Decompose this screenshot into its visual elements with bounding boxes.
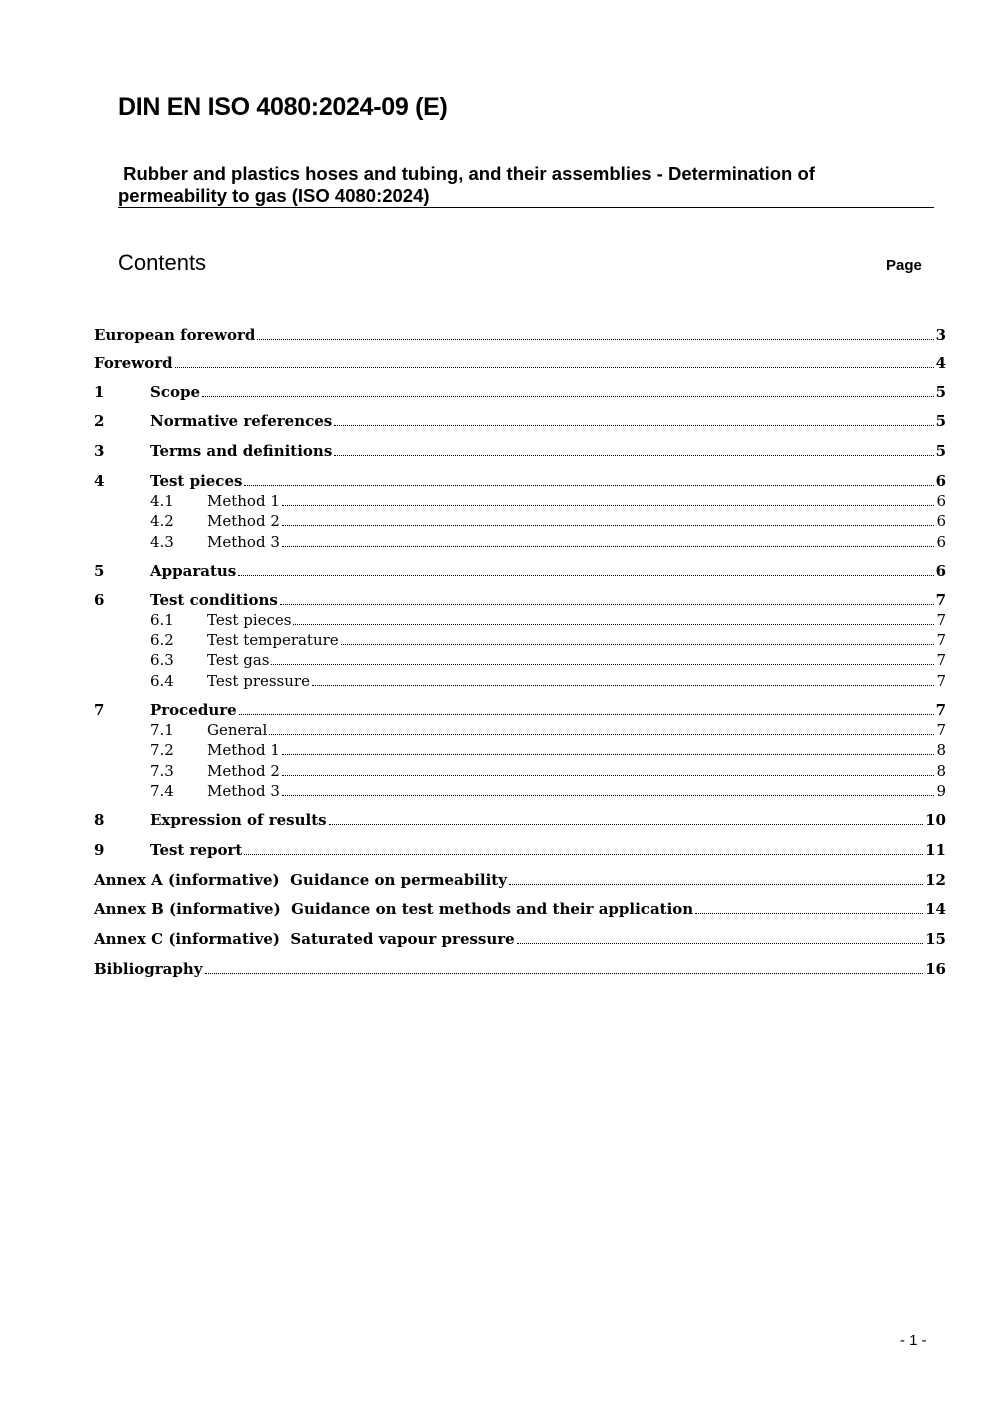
toc-entry-annex-c[interactable]: Annex C (informative) Saturated vapour pressure 15 bbox=[94, 930, 946, 948]
toc-subentry[interactable]: 7.2 Method 1 8 bbox=[150, 741, 946, 759]
toc-entry[interactable]: 9 Test report 11 bbox=[94, 841, 946, 859]
toc-entry[interactable]: 3 Terms and definitions 5 bbox=[94, 442, 946, 460]
toc-subentry[interactable]: 4.1 Method 1 6 bbox=[150, 492, 946, 510]
page-column-heading: Page bbox=[886, 257, 922, 274]
toc-subentry[interactable]: 4.3 Method 3 6 bbox=[150, 533, 946, 551]
toc-entry[interactable]: 1 Scope 5 bbox=[94, 383, 946, 401]
toc-entry-annex-a[interactable]: Annex A (informative) Guidance on permeability 12 bbox=[94, 871, 946, 889]
toc-entry[interactable]: 5 Apparatus 6 bbox=[94, 562, 946, 580]
toc-entry[interactable]: 8 Expression of results 10 bbox=[94, 811, 946, 829]
toc-entry-annex-b[interactable]: Annex B (informative) Guidance on test methods and their application 14 bbox=[94, 900, 946, 918]
toc-subentry[interactable]: 6.2 Test temperature 7 bbox=[150, 631, 946, 649]
toc-entry[interactable]: 6 Test conditions 7 bbox=[94, 591, 946, 609]
document-code: DIN EN ISO 4080:2024-09 (E) bbox=[118, 93, 448, 121]
toc-entry-bibliography[interactable]: Bibliography 16 bbox=[94, 960, 946, 978]
toc-entry[interactable]: 2 Normative references 5 bbox=[94, 412, 946, 430]
toc-subentry[interactable]: 6.3 Test gas 7 bbox=[150, 651, 946, 669]
document-title-line-1: Rubber and plastics hoses and tubing, and their assemblies - Determination of bbox=[118, 163, 815, 184]
toc-entry[interactable]: 4 Test pieces 6 bbox=[94, 472, 946, 490]
toc-subentry[interactable]: 6.1 Test pieces 7 bbox=[150, 611, 946, 629]
contents-heading: Contents bbox=[118, 250, 207, 275]
toc-subentry[interactable]: 7.3 Method 2 8 bbox=[150, 762, 946, 780]
toc-entry[interactable]: 7 Procedure 7 bbox=[94, 701, 946, 719]
page-number: - 1 - bbox=[900, 1332, 927, 1349]
document-title-line-2: permeability to gas (ISO 4080:2024) bbox=[118, 185, 430, 206]
toc-subentry[interactable]: 7.4 Method 3 9 bbox=[150, 782, 946, 800]
toc-subentry[interactable]: 4.2 Method 2 6 bbox=[150, 512, 946, 530]
toc-subentry[interactable]: 7.1 General 7 bbox=[150, 721, 946, 739]
toc-entry[interactable]: European foreword 3 bbox=[94, 326, 946, 344]
toc-entry[interactable]: Foreword 4 bbox=[94, 354, 946, 372]
toc-subentry[interactable]: 6.4 Test pressure 7 bbox=[150, 672, 946, 690]
document-title bbox=[118, 163, 934, 208]
